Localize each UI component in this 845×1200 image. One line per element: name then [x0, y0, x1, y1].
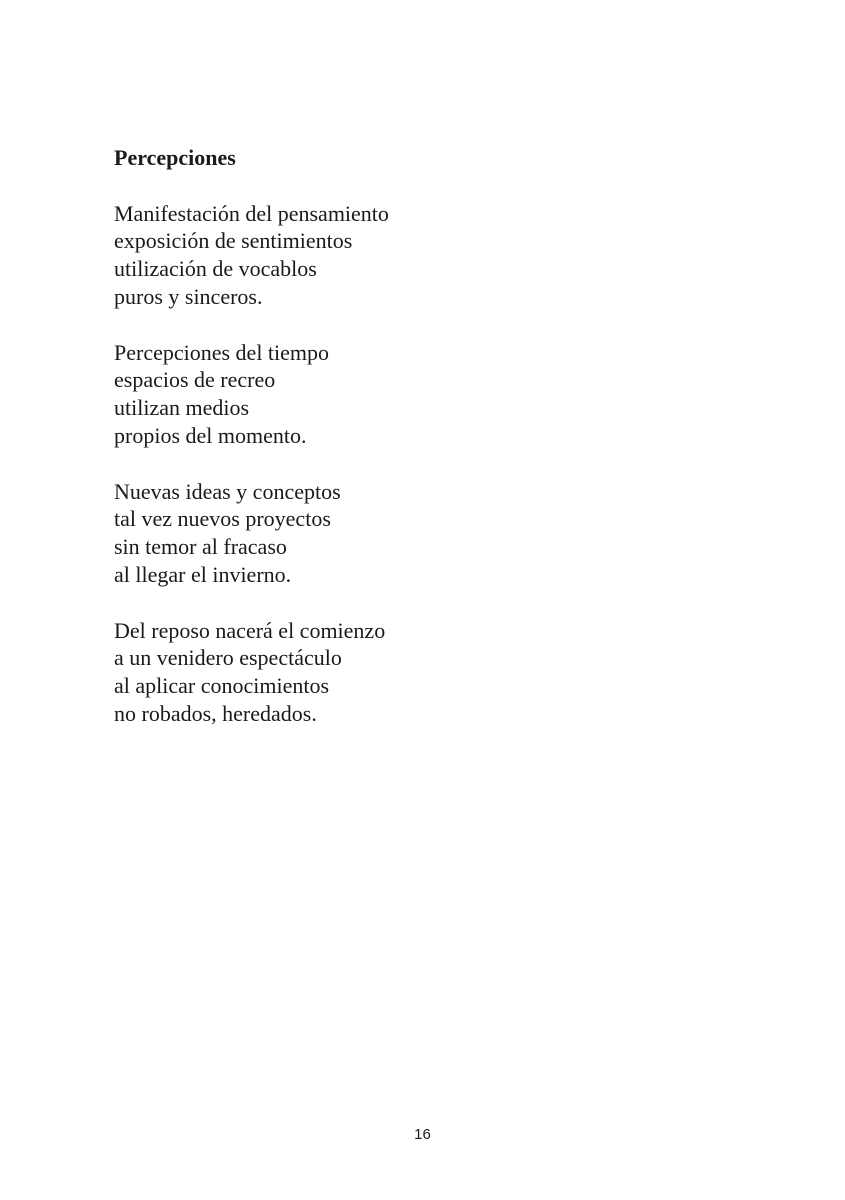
stanza-4 [114, 617, 754, 728]
stanza-3 [114, 478, 754, 589]
stanza-1 [114, 200, 754, 311]
poem-line: Manifestación del pensamiento [114, 200, 389, 226]
poem-line: al aplicar conocimientos [114, 673, 330, 699]
poem-line: utilización de vocablos [114, 256, 317, 282]
stanza-2 [114, 339, 754, 450]
poem-line: espacios de recreo [114, 367, 276, 393]
poem-line: Nuevas ideas y conceptos [114, 478, 341, 504]
poem-line: al llegar el invierno. [114, 561, 292, 587]
poem-line: propios del momento. [114, 422, 307, 448]
poem-line: utilizan medios [114, 395, 250, 421]
poem-line: puros y sinceros. [114, 283, 263, 309]
poem-line: no robados, heredados. [114, 700, 317, 726]
poem [114, 144, 754, 756]
poem-line: exposición de sentimientos [114, 228, 353, 254]
poem-line: sin temor al fracaso [114, 534, 287, 560]
poem-line: a un venidero espectáculo [114, 645, 342, 671]
poem-line: Percepciones del tiempo [114, 339, 330, 365]
poem-line: Del reposo nacerá el comienzo [114, 617, 386, 643]
poem-line: tal vez nuevos proyectos [114, 506, 331, 532]
poem-title: Percepciones [114, 145, 236, 170]
page-number: 16 [414, 1126, 431, 1143]
